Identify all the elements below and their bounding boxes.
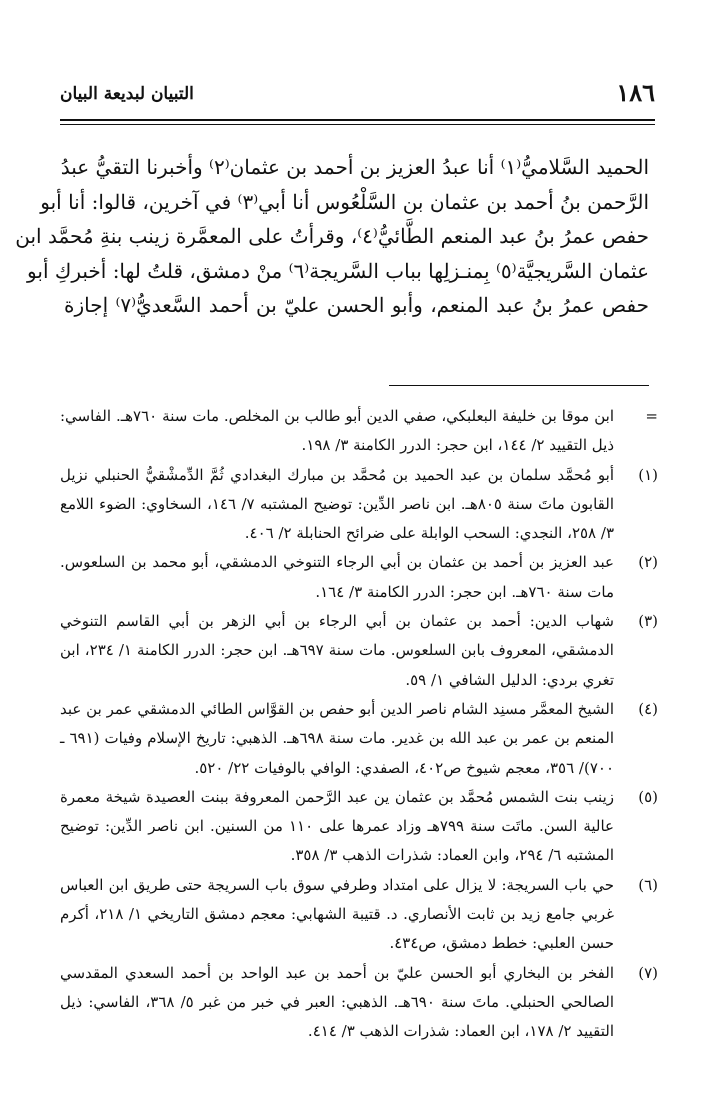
header-rule-thin bbox=[60, 124, 655, 125]
footnote-5 bbox=[60, 783, 658, 871]
footnote-marker: (١) bbox=[638, 465, 658, 484]
footnote-1 bbox=[60, 461, 658, 549]
footnote-3 bbox=[60, 607, 658, 695]
footnote-marker: (٣) bbox=[638, 612, 658, 631]
footnote-text: شهاب الدين: أحمد بن عثمان بن أبي الرجاء بن أبي الزهر بن أبي القاسم التنوخي الدمشقي، المعروف بابن السلعوس. مات سنة ٦٩٧هـ. ابن حجر: الدرر الكامنة ١/ ٢٣٤، ابن تغري بردي: الدليل الشافي ١/ ٥٩. bbox=[60, 612, 614, 689]
footnote-text: أبو مُحمَّد سلمان بن عبد الحميد بن مُحمَّد بن مبارك البغدادي ثُمَّ الدِّمشْقيُّ الحنبلي نزيل القابون ماتَ سنة ٨٠٥هـ. ابن ناصر الدِّين: توضيح المشتبه ٧/ ١٤٦، السخاوي: الضوء اللامع ٣/ ٢٥٨، النجدي: السحب الوابلة على ضرائح الحنابلة ٢/ ٤٠٦. bbox=[60, 465, 614, 543]
footnote-text: الفخر بن البخاري أبو الحسن عليّ بن أحمد بن عبد الواحد بن أحمد السعدي المقدسي الصالحي الحنبلي. ماتَ سنة ٦٩٠هـ. الذهبي: العبر في خبر من غبر ٥/ ٣٦٨، الفاسي: ذيل التقييد ٢/ ١٧٨، ابن العماد: شذرات الذهب ٣/ ٤١٤. bbox=[60, 963, 614, 1041]
footnote-marker: (٦) bbox=[638, 875, 658, 894]
footnote-separator bbox=[389, 385, 649, 386]
footnote-2 bbox=[60, 548, 658, 607]
footnote-4 bbox=[60, 695, 658, 783]
footnote-text: حي باب السريجة: لا يزال على امتداد وطرفي سوق باب السريجة حتى طريق ابن العباس غربي جامع زيد بن ثابت الأنصاري. د. قتيبة الشهابي: معجم دمشق التاريخي ١/ ٢١٨، أكرم حسن العلبي: خطط دمشق، ص٤٣٤. bbox=[60, 875, 614, 953]
footnote-marker: (٤) bbox=[638, 699, 658, 718]
main-text-line: عثمان السَّريجيَّة⁽٥⁾ بِمنـزلِها بباب السَّريجة⁽٦⁾ منْ دمشق، قلتُ لها: أخبركِ أبو bbox=[27, 258, 649, 283]
running-header bbox=[60, 78, 655, 118]
footnote-text: زينب بنت الشمس مُحمَّد بن عثمان ين عبد الرَّحمن المعروفة ببنت العصيدة شيخة معمرة عالية السن. ماتَت سنة ٧٩٩هـ وزاد عمرها على ١١٠ من السنين. ابن ناصر الدِّين: توضيح المشتبه ٦/ ٢٩٤، وابن العماد: شذرات الذهب ٣/ ٣٥٨. bbox=[60, 787, 614, 865]
footnote-7 bbox=[60, 959, 658, 1047]
main-text-line: الرَّحمن بنُ أحمد بن عثمان بن السَّلْعُوس أنا أبي⁽٣⁾ في آخرين، قالوا: أنا أبو bbox=[40, 189, 649, 214]
footnotes bbox=[60, 402, 658, 1047]
main-text-line: حفص عمرُ بنُ عبد المنعم، وأبو الحسن عليّ بن أحمد السَّعديُّ⁽٧⁾ إجازة bbox=[64, 293, 650, 318]
footnote-marker: (٢) bbox=[638, 553, 658, 572]
footnote-text: ابن موقا بن خليفة البعلبكي، صفي الدين أبو طالب بن المخلص. مات سنة ٧٦٠هـ. الفاسي: ذيل التقييد ٢/ ١٤٤، ابن حجر: الدرر الكامنة ٣/ ١٩٨. bbox=[60, 407, 614, 455]
main-text-line: الحميد السَّلاميُّ⁽١⁾ أنا عبدُ العزيز بن أحمد بن عثمان⁽٢⁾ وأخبرنا التقيُّ عبدُ bbox=[60, 155, 649, 179]
main-text bbox=[15, 150, 650, 323]
footnote-marker: (٥) bbox=[638, 787, 658, 806]
footnote-continued bbox=[60, 402, 658, 461]
footnote-6 bbox=[60, 871, 658, 959]
book-title: التبيان لبديعة البيان bbox=[60, 84, 194, 104]
header-rule-thick bbox=[60, 119, 655, 121]
page-number: ١٨٦ bbox=[616, 78, 655, 107]
footnote-marker: = bbox=[645, 407, 658, 425]
footnote-text: عبد العزيز بن أحمد بن عثمان بن أبي الرجاء التنوخي الدمشقي، أبو محمد بن السلعوس. مات سنة ٧٦٠هـ. ابن حجر: الدرر الكامنة ٣/ ١٦٤. bbox=[60, 553, 614, 601]
main-text-line: حفص عمرُ بنُ عبد المنعم الطَّائيُّ⁽٤⁾، وقرأتُ على المعمَّرة زينب بنةِ مُحمَّد ابن bbox=[15, 224, 649, 249]
footnote-marker: (٧) bbox=[638, 963, 658, 982]
footnote-text: الشيخ المعمَّر مسنِد الشام ناصر الدين أبو حفص بن القوَّاس الطائي الدمشقي عمر بن عبد المنعم بن عمر بن عبد الله بن غدير. مات سنة ٦٩٨هـ. الذهبي: تاريخ الإسلام وفيات (٦٩١ ـ ٧٠٠)/ ٣٥٦، معجم شيوخ ص٤٠٢، الصفدي: الوافي بالوفيات ٢٢/ ٥٢٠. bbox=[60, 699, 614, 777]
